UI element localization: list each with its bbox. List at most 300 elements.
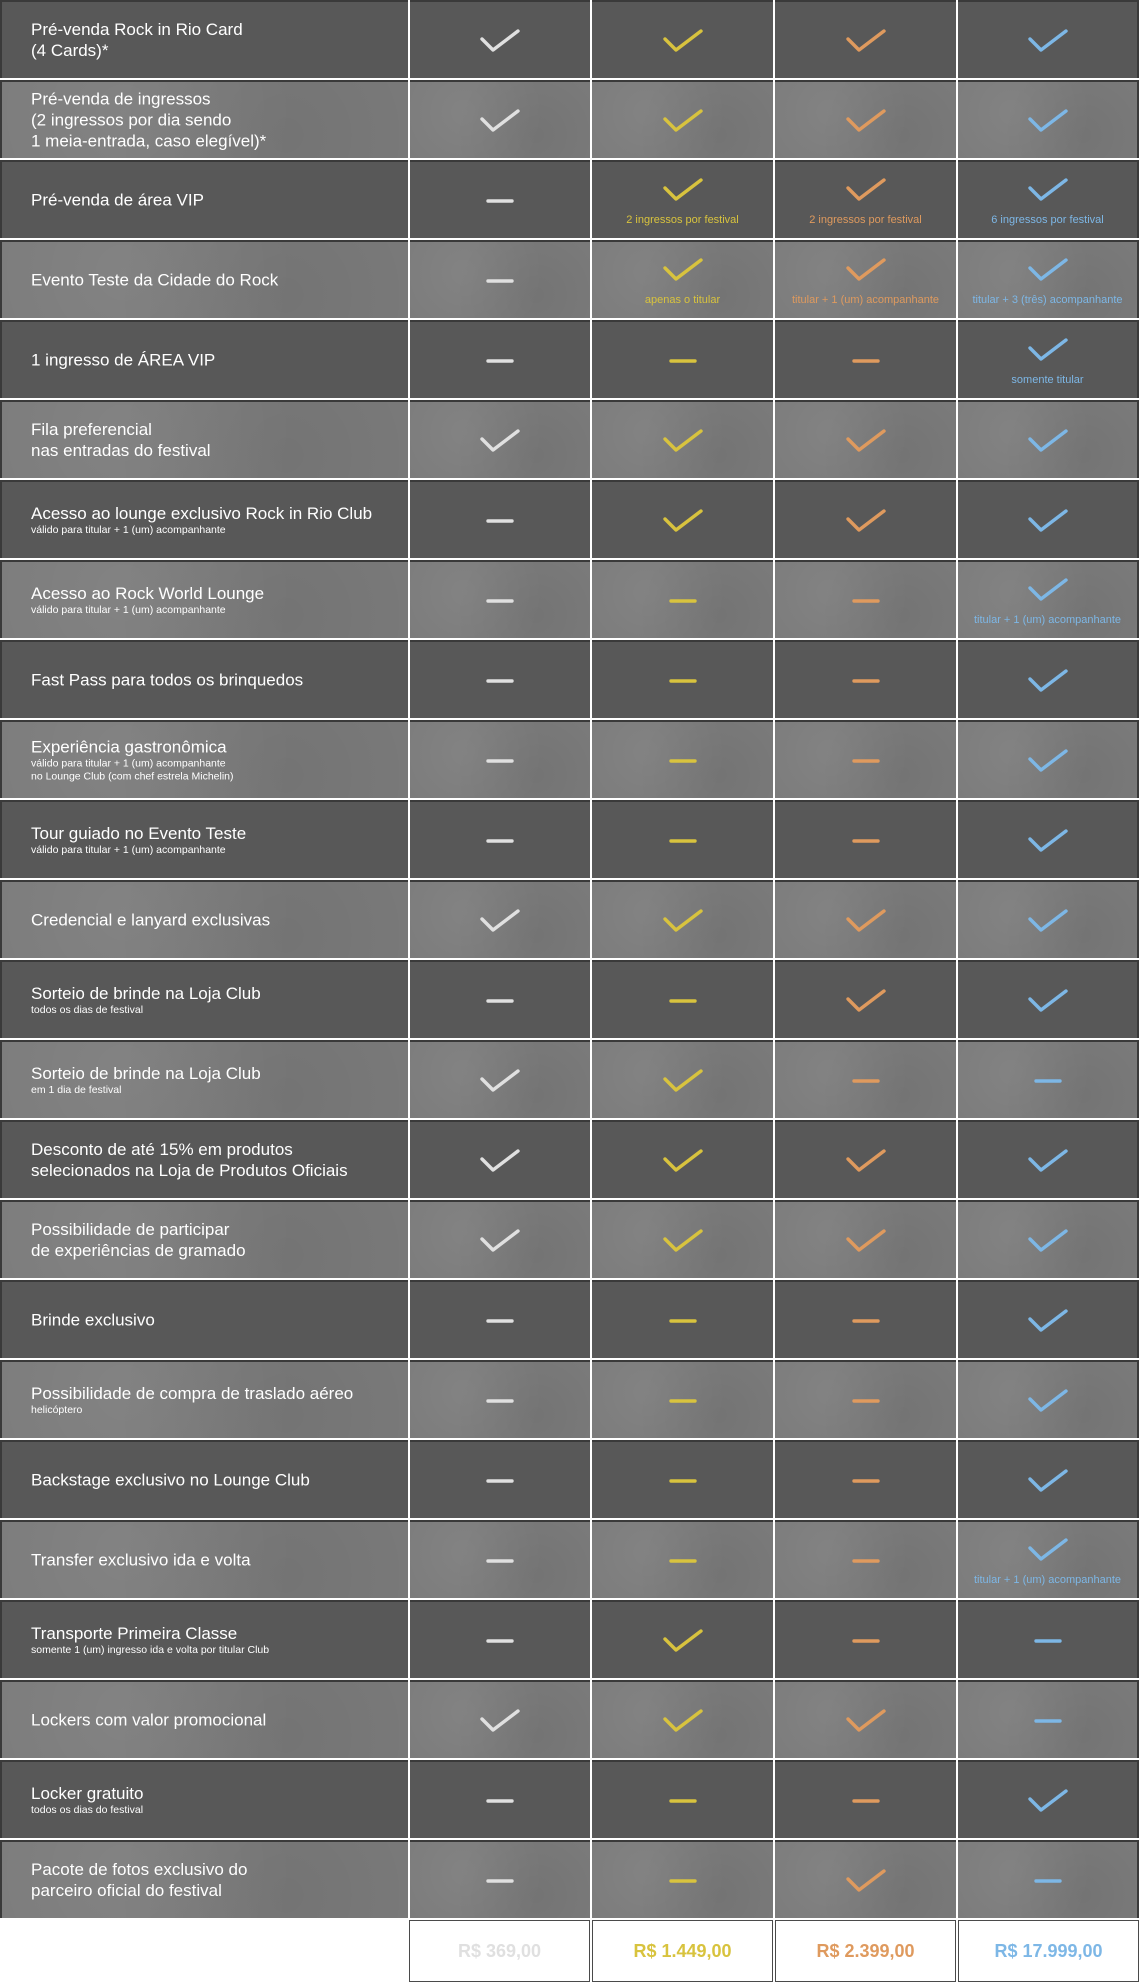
feature-title: Fila preferencial nas entradas do festival (31, 420, 211, 460)
tier-2-cell (592, 800, 773, 878)
tier-1-cell (410, 480, 590, 558)
tier-4-cell (958, 640, 1139, 718)
feature-cell (0, 960, 408, 1038)
table-row (0, 160, 1141, 240)
dash-icon (478, 987, 522, 1015)
tier-4-cell (958, 1440, 1139, 1518)
feature-label (31, 823, 400, 857)
tier-4-cell (958, 480, 1139, 558)
tier-2-cell (592, 160, 773, 238)
tier-2-cell (592, 1840, 773, 1918)
check-icon (478, 1227, 522, 1255)
check-icon (1026, 336, 1070, 364)
check-icon (661, 907, 705, 935)
tier-1-cell (410, 1280, 590, 1358)
tier-3-cell (775, 1280, 956, 1358)
dash-icon (844, 1307, 888, 1335)
feature-label (31, 983, 400, 1017)
table-row (0, 1840, 1141, 1920)
check-icon (661, 176, 705, 204)
dash-icon (478, 507, 522, 535)
dash-icon (661, 587, 705, 615)
tier-2-cell (592, 1440, 773, 1518)
table-row (0, 480, 1141, 560)
dash-icon (844, 587, 888, 615)
table-row (0, 320, 1141, 400)
feature-cell (0, 1040, 408, 1118)
tier-1-cell (410, 160, 590, 238)
tier-3-cell (775, 160, 956, 238)
cell-note: titular + 1 (um) acompanhante (973, 1574, 1122, 1586)
check-icon (1026, 1467, 1070, 1495)
feature-cell (0, 800, 408, 878)
table-row (0, 1600, 1141, 1680)
tier-4-cell (958, 1040, 1139, 1118)
tier-4-cell (958, 240, 1139, 318)
check-icon (661, 256, 705, 284)
check-icon (1026, 747, 1070, 775)
tier-1-cell (410, 560, 590, 638)
dash-icon (1026, 1067, 1070, 1095)
table-row (0, 1440, 1141, 1520)
feature-title: Desconto de até 15% em produtos selecionados na Loja de Produtos Oficiais (31, 1140, 348, 1180)
table-row (0, 1120, 1141, 1200)
feature-cell (0, 0, 408, 78)
feature-label (31, 1219, 400, 1261)
dash-icon (661, 1787, 705, 1815)
check-icon (844, 427, 888, 455)
tier-1-cell (410, 880, 590, 958)
tier-3-cell (775, 1760, 956, 1838)
tier-2-cell (592, 1120, 773, 1198)
dash-icon (844, 747, 888, 775)
tier-4-cell (958, 1280, 1139, 1358)
feature-label (31, 1383, 400, 1417)
tier-1-cell (410, 1600, 590, 1678)
tier-3-cell (775, 1040, 956, 1118)
dash-icon (661, 1307, 705, 1335)
tier-4-cell (958, 960, 1139, 1038)
tier-4-cell (958, 1680, 1139, 1758)
dash-icon (844, 1547, 888, 1575)
feature-label (31, 503, 400, 537)
tier-4-cell (958, 1200, 1139, 1278)
feature-cell (0, 1440, 408, 1518)
tier-1-cell (410, 640, 590, 718)
table-row (0, 800, 1141, 880)
feature-label (31, 1063, 400, 1097)
table-row (0, 240, 1141, 320)
tier-1-cell (410, 1680, 590, 1758)
tier-3-cell (775, 400, 956, 478)
tier-1-cell (410, 800, 590, 878)
dash-icon (478, 587, 522, 615)
cell-note: titular + 3 (três) acompanhante (972, 294, 1123, 306)
tier-1-cell (410, 1520, 590, 1598)
tier-4-cell (958, 0, 1139, 78)
check-icon (1026, 576, 1070, 604)
check-icon (661, 27, 705, 55)
dash-icon (478, 1307, 522, 1335)
tier-3-cell (775, 1200, 956, 1278)
tier-2-cell (592, 1360, 773, 1438)
feature-label (31, 1550, 400, 1571)
table-row (0, 1680, 1141, 1760)
cell-note: 6 ingressos por festival (991, 214, 1104, 226)
dash-icon (661, 1547, 705, 1575)
feature-title: Possibilidade de compra de traslado aéreo (31, 1384, 354, 1403)
check-icon (661, 507, 705, 535)
tier-3-cell (775, 1840, 956, 1918)
check-icon (661, 1067, 705, 1095)
feature-label (31, 190, 400, 211)
tier-2-cell (592, 880, 773, 958)
feature-cell (0, 640, 408, 718)
table-row (0, 80, 1141, 160)
tier-1-cell (410, 960, 590, 1038)
feature-cell (0, 400, 408, 478)
tier-1-cell (410, 320, 590, 398)
check-icon (478, 1147, 522, 1175)
feature-title: Pré-venda de área VIP (31, 190, 204, 210)
tier-2-cell (592, 560, 773, 638)
feature-label (31, 1139, 400, 1181)
tier-2-cell (592, 1280, 773, 1358)
check-icon (844, 907, 888, 935)
feature-label (31, 910, 400, 931)
dash-icon (478, 667, 522, 695)
tier-3-cell (775, 560, 956, 638)
feature-title: Credencial e lanyard exclusivas (31, 910, 271, 930)
tier-1-cell (410, 1120, 590, 1198)
feature-label (31, 419, 400, 461)
feature-label (31, 670, 400, 691)
check-icon (661, 1707, 705, 1735)
check-icon (1026, 256, 1070, 284)
cell-note: 2 ingressos por festival (626, 214, 739, 226)
feature-label (31, 350, 400, 371)
check-icon (1026, 1307, 1070, 1335)
tier-1-cell (410, 1360, 590, 1438)
table-row (0, 720, 1141, 800)
feature-label (31, 1470, 400, 1491)
tier-1-cell (410, 720, 590, 798)
tier-1-cell (410, 1440, 590, 1518)
check-icon (478, 107, 522, 135)
dash-icon (844, 1387, 888, 1415)
feature-subtitle: todos os dias do festival (31, 1804, 144, 1816)
dash-icon (844, 1627, 888, 1655)
feature-cell (0, 1520, 408, 1598)
feature-cell (0, 560, 408, 638)
check-icon (1026, 176, 1070, 204)
check-icon (844, 1867, 888, 1895)
feature-subtitle: válido para titular + 1 (um) acompanhante (31, 844, 226, 856)
dash-icon (844, 1787, 888, 1815)
feature-title: Sorteio de brinde na Loja Club (31, 984, 261, 1003)
feature-title: Tour guiado no Evento Teste (31, 824, 247, 843)
dash-icon (1026, 1627, 1070, 1655)
table-row (0, 1200, 1141, 1280)
feature-title: Pré-venda Rock in Rio Card (4 Cards)* (31, 20, 243, 60)
check-icon (1026, 427, 1070, 455)
dash-icon (478, 187, 522, 215)
feature-label (31, 1859, 400, 1901)
table-row (0, 1040, 1141, 1120)
check-icon (1026, 1147, 1070, 1175)
check-icon (1026, 1787, 1070, 1815)
dash-icon (661, 1867, 705, 1895)
check-icon (844, 256, 888, 284)
dash-icon (661, 747, 705, 775)
feature-label (31, 1783, 400, 1817)
dash-icon (478, 1467, 522, 1495)
check-icon (1026, 987, 1070, 1015)
feature-title: Transfer exclusivo ida e volta (31, 1550, 251, 1570)
tier-2-cell (592, 480, 773, 558)
feature-title: Pacote de fotos exclusivo do parceiro oficial do festival (31, 1860, 248, 1900)
check-icon (844, 1147, 888, 1175)
check-icon (1026, 667, 1070, 695)
check-icon (1026, 107, 1070, 135)
table-row (0, 1360, 1141, 1440)
tier-3-cell (775, 1360, 956, 1438)
feature-cell (0, 1680, 408, 1758)
check-icon (1026, 1227, 1070, 1255)
check-icon (661, 1227, 705, 1255)
dash-icon (478, 1387, 522, 1415)
feature-subtitle: válido para titular + 1 (um) acompanhante (31, 604, 226, 616)
tier-4-cell (958, 320, 1139, 398)
tier-2-cell (592, 80, 773, 158)
feature-cell (0, 720, 408, 798)
tier-3-cell (775, 1600, 956, 1678)
tier-4-cell (958, 1840, 1139, 1918)
check-icon (661, 1627, 705, 1655)
tier-2-cell (592, 0, 773, 78)
table-row (0, 960, 1141, 1040)
dash-icon (844, 1467, 888, 1495)
price-tier-4[interactable]: R$ 17.999,00 (958, 1920, 1139, 1982)
tier-4-cell (958, 160, 1139, 238)
price-tier-3[interactable]: R$ 2.399,00 (775, 1920, 956, 1982)
check-icon (844, 1227, 888, 1255)
feature-title: Locker gratuito (31, 1784, 144, 1803)
tier-3-cell (775, 880, 956, 958)
cell-note: titular + 1 (um) acompanhante (973, 614, 1122, 626)
feature-title: Acesso ao Rock World Lounge (31, 584, 265, 603)
tier-3-cell (775, 80, 956, 158)
tier-1-cell (410, 1840, 590, 1918)
check-icon (844, 107, 888, 135)
feature-title: Sorteio de brinde na Loja Club (31, 1064, 261, 1083)
check-icon (478, 27, 522, 55)
check-icon (844, 27, 888, 55)
tier-4-cell (958, 1520, 1139, 1598)
tier-4-cell (958, 80, 1139, 158)
dash-icon (1026, 1707, 1070, 1735)
table-row (0, 400, 1141, 480)
dash-icon (478, 827, 522, 855)
dash-icon (661, 987, 705, 1015)
tier-3-cell (775, 1520, 956, 1598)
tier-2-cell (592, 720, 773, 798)
feature-label (31, 270, 400, 291)
check-icon (661, 1147, 705, 1175)
tier-2-cell (592, 640, 773, 718)
check-icon (478, 1067, 522, 1095)
tier-2-cell (592, 1520, 773, 1598)
dash-icon (1026, 1867, 1070, 1895)
tier-4-cell (958, 1360, 1139, 1438)
tier-4-cell (958, 560, 1139, 638)
feature-label (31, 89, 400, 152)
tier-3-cell (775, 720, 956, 798)
tier-4-cell (958, 1600, 1139, 1678)
tier-2-cell (592, 240, 773, 318)
tier-1-cell (410, 1040, 590, 1118)
cell-note: 2 ingressos por festival (809, 214, 922, 226)
cell-note: apenas o titular (644, 294, 721, 306)
tier-3-cell (775, 240, 956, 318)
cell-note: titular + 1 (um) acompanhante (791, 294, 940, 306)
feature-title: Pré-venda de ingressos (2 ingressos por dia sendo 1 meia-entrada, caso elegível)* (31, 89, 267, 151)
tier-1-cell (410, 1200, 590, 1278)
feature-cell (0, 880, 408, 958)
check-icon (661, 107, 705, 135)
feature-cell (0, 1760, 408, 1838)
feature-cell (0, 80, 408, 158)
tier-2-cell (592, 1600, 773, 1678)
check-icon (478, 427, 522, 455)
dash-icon (661, 1387, 705, 1415)
tier-4-cell (958, 1760, 1139, 1838)
tier-3-cell (775, 1680, 956, 1758)
tier-3-cell (775, 640, 956, 718)
table-row (0, 0, 1141, 80)
feature-cell (0, 1280, 408, 1358)
feature-cell (0, 1120, 408, 1198)
tier-1-cell (410, 400, 590, 478)
tier-4-cell (958, 880, 1139, 958)
feature-cell (0, 1360, 408, 1438)
table-row (0, 560, 1141, 640)
feature-cell (0, 160, 408, 238)
tier-1-cell (410, 240, 590, 318)
check-icon (478, 907, 522, 935)
dash-icon (478, 347, 522, 375)
table-row (0, 1280, 1141, 1360)
check-icon (1026, 507, 1070, 535)
feature-cell (0, 320, 408, 398)
dash-icon (661, 1467, 705, 1495)
feature-cell (0, 1200, 408, 1278)
tier-2-cell (592, 320, 773, 398)
tier-2-cell (592, 1680, 773, 1758)
feature-label (31, 583, 400, 617)
feature-label (31, 19, 400, 61)
check-icon (1026, 827, 1070, 855)
feature-subtitle: todos os dias de festival (31, 1004, 144, 1016)
tier-2-cell (592, 1760, 773, 1838)
feature-title: Fast Pass para todos os brinquedos (31, 670, 304, 690)
feature-label (31, 1310, 400, 1331)
feature-title: Lockers com valor promocional (31, 1710, 267, 1730)
feature-cell (0, 1840, 408, 1918)
dash-icon (661, 347, 705, 375)
dash-icon (478, 267, 522, 295)
feature-label (31, 1710, 400, 1731)
dash-icon (844, 827, 888, 855)
feature-title: Transporte Primeira Classe (31, 1624, 238, 1643)
feature-cell (0, 240, 408, 318)
feature-cell (0, 1600, 408, 1678)
check-icon (844, 507, 888, 535)
feature-label (31, 737, 400, 784)
feature-label (31, 1623, 400, 1657)
feature-title: Possibilidade de participar de experiências de gramado (31, 1220, 246, 1260)
dash-icon (478, 1867, 522, 1895)
dash-icon (478, 747, 522, 775)
tier-1-cell (410, 80, 590, 158)
tier-3-cell (775, 800, 956, 878)
tier-4-cell (958, 400, 1139, 478)
feature-title: Brinde exclusivo (31, 1310, 155, 1330)
feature-title: 1 ingresso de ÁREA VIP (31, 350, 216, 370)
feature-subtitle: válido para titular + 1 (um) acompanhante no Lounge Club (com chef estrela Michelin) (31, 757, 234, 783)
dash-icon (844, 1067, 888, 1095)
dash-icon (478, 1787, 522, 1815)
table-row (0, 880, 1141, 960)
check-icon (844, 987, 888, 1015)
table-row (0, 640, 1141, 720)
dash-icon (478, 1547, 522, 1575)
price-tier-2[interactable]: R$ 1.449,00 (592, 1920, 773, 1982)
tier-4-cell (958, 720, 1139, 798)
tier-3-cell (775, 1120, 956, 1198)
feature-title: Experiência gastronômica (31, 737, 227, 757)
cell-note: somente titular (1011, 374, 1084, 386)
feature-title: Backstage exclusivo no Lounge Club (31, 1470, 310, 1490)
dash-icon (844, 667, 888, 695)
dash-icon (478, 1627, 522, 1655)
tier-4-cell (958, 800, 1139, 878)
feature-subtitle: helicóptero (31, 1404, 83, 1416)
dash-icon (661, 827, 705, 855)
check-icon (1026, 27, 1070, 55)
feature-title: Evento Teste da Cidade do Rock (31, 270, 279, 290)
tier-2-cell (592, 400, 773, 478)
dash-icon (661, 667, 705, 695)
check-icon (661, 427, 705, 455)
check-icon (1026, 907, 1070, 935)
check-icon (1026, 1387, 1070, 1415)
feature-subtitle: somente 1 (um) ingresso ida e volta por titular Club (31, 1644, 270, 1656)
check-icon (1026, 1536, 1070, 1564)
tier-3-cell (775, 960, 956, 1038)
tier-1-cell (410, 1760, 590, 1838)
tier-3-cell (775, 1440, 956, 1518)
tier-3-cell (775, 480, 956, 558)
dash-icon (844, 347, 888, 375)
price-row (0, 1920, 1141, 1984)
tier-4-cell (958, 1120, 1139, 1198)
tier-3-cell (775, 0, 956, 78)
tier-1-cell (410, 0, 590, 78)
price-tier-1[interactable]: R$ 369,00 (409, 1920, 590, 1982)
table-row (0, 1520, 1141, 1600)
feature-subtitle: válido para titular + 1 (um) acompanhante (31, 524, 226, 536)
